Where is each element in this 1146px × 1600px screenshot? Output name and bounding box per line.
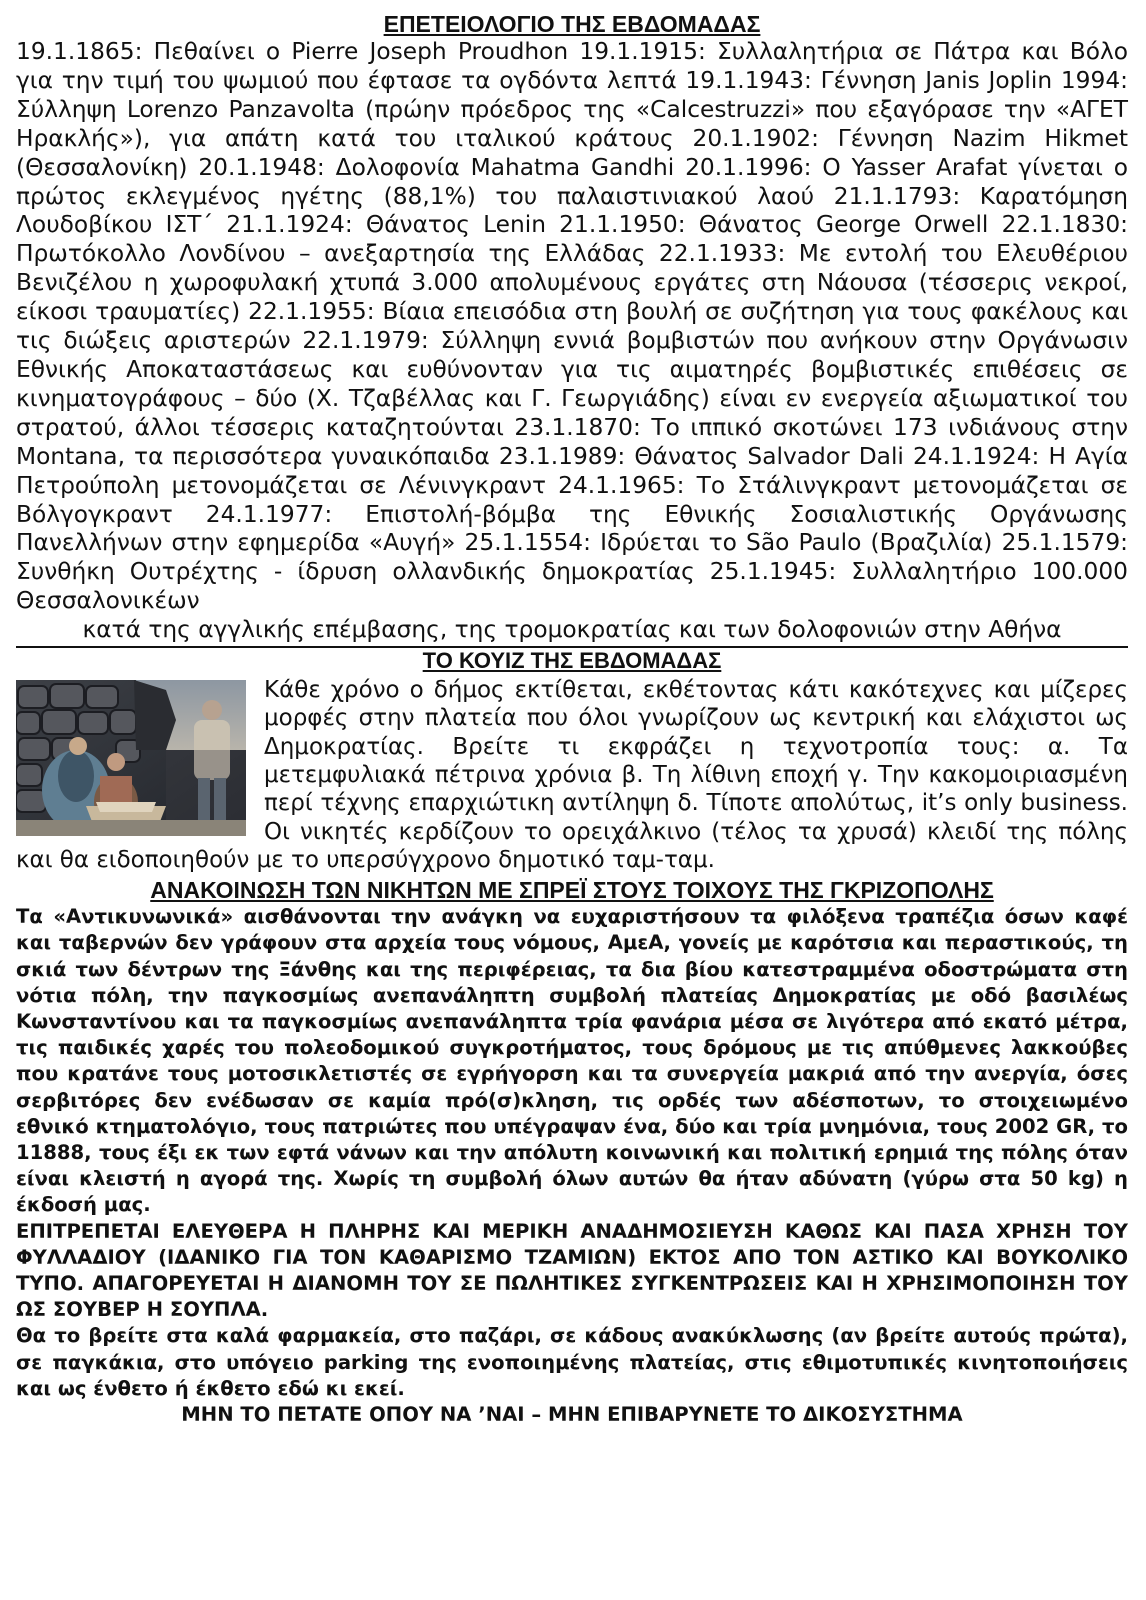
- announcement-title: ΑΝΑΚΟΙΝΩΣΗ ΤΩΝ ΝΙΚΗΤΩΝ ΜΕ ΣΠΡΕΪ ΣΤΟΥΣ ΤΟΙΧΟΥΣ ΤΗΣ ΓΚΡΙΖΟΠΟΛΗΣ: [150, 877, 994, 904]
- thanks-text: Τα «Αντικυνωνικά» αισθάνονται την ανάγκη να ευχαριστήσουν τα φιλόξενα τραπέζια όσων καφέ και ταβερνών δεν γράφουν στα αρχεία τους νόμους, ΑμεΑ, γονείς με καρότσια και περαστικούς, τη σκιά των δέντρων της Ξάνθης και της περιφέρειας, τα δια βίου κατεστραμμένα οδοστρώματα στη νότια πόλη, την παγκοσμίως ανεπανάληπτη συμβολή πλατείας Δημοκρατίας με οδό βασιλέως Κωνσταντίνου και τα παγκοσμίως ανεπανάληπτα τρία φανάρια μέσα σε λιγότερα από εκατό μέτρα, τις παιδικές χαρές του πολεοδομικού συγκροτήματος, τους δρόμους με τις απύθμενες λακκούβες που κρατάνε τους μοτοσικλετιστές σε εγρήγορση και τα συνεργεία μακριά από την ανεργία, όσες σερβιτόρες δεν ενέδωσαν σε καμία πρό(σ)κληση, τις ορδές των αδέσποτων, το στοιχειωμένο εθνικό κτηματολόγιο, τους πατριώτες που υπέγραψαν ένα, δύο και τρία μνημόνια, τους 2002 GR, το 11888, τους έξι εκ των εφτά νάνων και την απόλυτη κοινωνική και πολιτική ερημιά της πόλης όταν είναι κλειστή η αγορά της. Χωρίς τη συμβολή όλων αυτών θα ήταν αδύνατη (γύρω στα 50 kg) η έκδοσή μας.: [16, 905, 1128, 1217]
- anniversaries-title: ΕΠΕΤΕΙΟΛΟΓΙΟ ΤΗΣ ΕΒΔΟΜΑΔΑΣ: [383, 11, 761, 37]
- anniversaries-text: [16, 38, 1128, 648]
- reproduction-notice: ΕΠΙΤΡΕΠΕΤΑΙ ΕΛΕΥΘΕΡΑ Η ΠΛΗΡΗΣ ΚΑΙ ΜΕΡΙΚΗ ΑΝΑΔΗΜΟΣΙΕΥΣΗ ΚΑΘΩΣ ΚΑΙ ΠΑΣΑ ΧΡΗΣΗ ΤΟΥ ΦΥΛΛΑΔΙΟΥ (ΙΔΑΝΙΚΟ ΓΙΑ ΤΟΝ ΚΑΘΑΡΙΣΜΟ ΤΖΑΜΙΩΝ) ΕΚΤΟΣ ΑΠΟ ΤΟΝ ΑΣΤΙΚΟ ΚΑΙ ΒΟΥΚΟΛΙΚΟ ΤΥΠΟ. ΑΠΑΓΟΡΕΥΕΤΑΙ Η ΔΙΑΝΟΜΗ ΤΟΥ ΣΕ ΠΩΛΗΤΙΚΕΣ ΣΥΓΚΕΝΤΡΩΣΕΙΣ ΚΑΙ Η ΧΡΗΣΙΜΟΠΟΙΗΣΗ ΤΟΥ ΩΣ ΣΟΥΒΕΡ Η ΣΟΥΠΛΑ.: [16, 1219, 1128, 1322]
- footer-slogan: ΜΗΝ ΤΟ ΠΕΤΑΤΕ ΟΠΟΥ ΝΑ ’ΝΑΙ – ΜΗΝ ΕΠΙΒΑΡΥΝΕΤΕ ΤΟ ΔΙΚΟΣΥΣΤΗΜΑ: [181, 1402, 963, 1426]
- distribution-points-text: Θα το βρείτε στα καλά φαρμακεία, στο παζάρι, σε κάδους ανακύκλωσης (αν βρείτε αυτούς πρώτα), σε παγκάκια, στο υπόγειο parking της ενοποιημένης πλατείας, στις εθιμοτυπικές κινητοποιήσεις και ως ένθετο ή έκθετο εδώ κι εκεί.: [16, 1324, 1128, 1400]
- quiz-section: [16, 676, 1128, 874]
- anniversaries-last-line: κατά της αγγλικής επέμβασης, της τρομοκρατίας και των δολοφονιών στην Αθήνα: [16, 616, 1128, 648]
- quiz-title: ΤΟ ΚΟΥΙΖ ΤΗΣ ΕΒΔΟΜΑΔΑΣ: [422, 648, 722, 674]
- anniversaries-body: 19.1.1865: Πεθαίνει ο Pierre Joseph Proudhon 19.1.1915: Συλλαλητήρια σε Πάτρα και Βόλο για την τιμή του ψωμιού που έφτασε τα ογδόντα λεπτά 19.1.1943: Γέννηση Janis Joplin 1994: Σύλληψη Lorenzo Panzavolta (πρώην πρόεδρος της «Calcestruzzi» που εξαγόρασε την «ΑΓΕΤ Ηρακλής»), για απάτη κατά του ιταλικού κράτους 20.1.1902: Γέννηση Nazim Hikmet (Θεσσαλονίκη) 20.1.1948: Δολοφονία Mahatma Gandhi 20.1.1996: Ο Yasser Arafat γίνεται ο πρώτος εκλεγμένος ηγέτης (88,1%) του παλαιστινιακού λαού 21.1.1793: Καρατόμηση Λουδοβίκου ΙΣΤ΄ 21.1.1924: Θάνατος Lenin 21.1.1950: Θάνατος George Orwell 22.1.1830: Πρωτόκολλο Λονδίνου – ανεξαρτησία της Ελλάδας 22.1.1933: Με εντολή του Ελευθέριου Βενιζέλου η χωροφυλακή χτυπά 3.000 απολυμένους εργάτες στη Νάουσα (τέσσερις νεκροί, είκοσι τραυματίες) 22.1.1955: Βίαια επεισόδια στη βουλή σε συζήτηση για τους φακέλους και τις διώξεις αριστερών 22.1.1979: Σύλληψη εννιά βομβιστών που ανήκουν στην Οργάνωσιν Εθνικής Αποκαταστάσεως και ευθύνονταν για τις αιματηρές βομβιστικές επιθέσεις σε κινηματογράφους – δύο (Χ. Τζαβέλλας και Γ. Γεωργιάδης) είναι εν ενεργεία αξιωματικοί του στρατού, άλλοι τέσσερις καταζητούνται 23.1.1870: Το ιππικό σκοτώνει 173 ινδιάνους στην Montana, τα περισσότερα γυναικόπαιδα 23.1.1989: Θάνατος Salvador Dali 24.1.1924: Η Αγία Πετρούπολη μετονομάζεται σε Λένινγκραντ 24.1.1965: Το Στάλινγκραντ μετονομάζεται σε Βόλγογκραντ 24.1.1977: Επιστολή-βόμβα της Εθνικής Σοσιαλιστικής Οργάνωσης Πανελλήνων στην εφημερίδα «Αυγή» 25.1.1554: Ιδρύεται το São Paulo (Βραζιλία) 25.1.1579: Συνθήκη Ουτρέχτης - ίδρυση ολλανδικής δημοκρατίας 25.1.1945: Συλλαλητήριο 100.000 Θεσσαλονικέων: [16, 38, 1128, 615]
- quiz-text: Κάθε χρόνο ο δήμος εκτίθεται, εκθέτοντας κάτι κακότεχνες και μίζερες μορφές στην πλατεία που όλοι γνωρίζουν ως κεντρική και ελάχιστοι ως Δημοκρατίας. Βρείτε τι εκφράζει η τεχνοτροπία τους: α. Τα μετεμφυλιακά πέτρινα χρόνια β. Τη λίθινη εποχή γ. Την κακομοιριασμένη περί τέχνης επαρχιώτικη αντίληψη δ. Τίποτε απολύτως, it’s only business. Οι νικητές κερδίζουν το ορειχάλκινο (τέλος τα χρυσά) κλειδί της πόλης και θα ειδοποιηθούν με το υπερσύγχρονο δημοτικό ταμ-ταμ.: [16, 677, 1128, 873]
- nativity-scene-photo: [16, 680, 246, 836]
